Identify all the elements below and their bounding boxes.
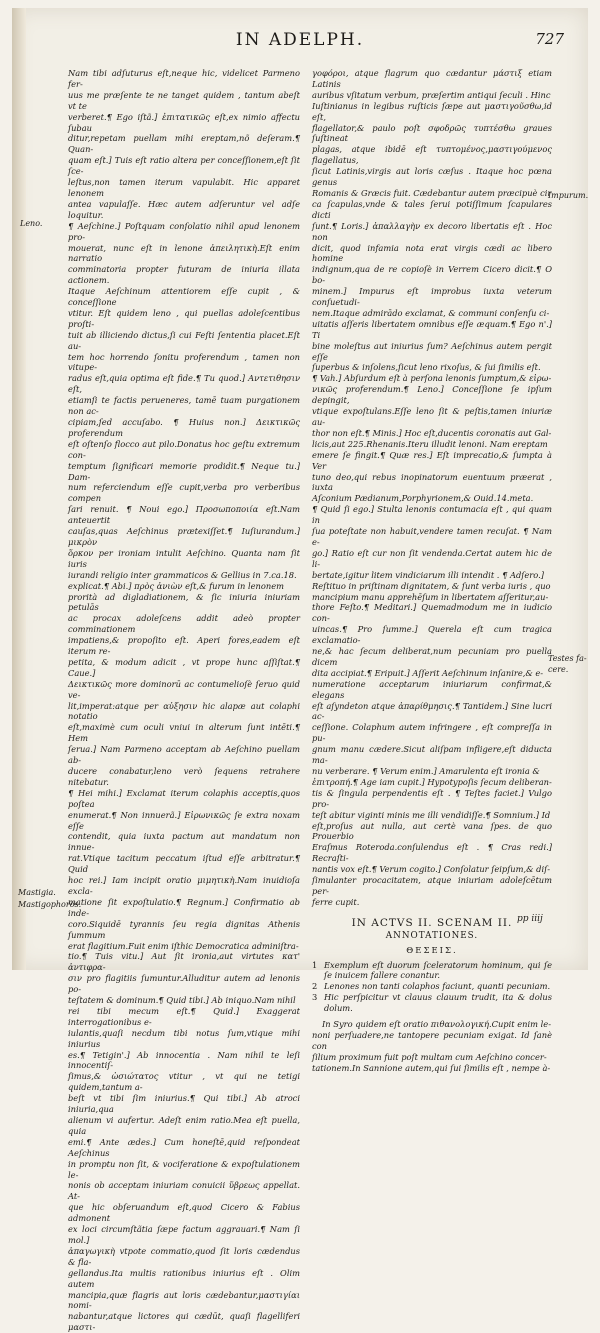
text-line: etiamſi te factis perueneres, tamē tuam purgationem non ac- <box>68 395 300 417</box>
text-line: gellandus.Ita multis rationibus iniurius eſt . Olim autem <box>68 1267 300 1289</box>
text-line: tuno deo,qui rebus inopinatorum euentuum præerat , iuxta <box>312 471 552 493</box>
text-line: temptum ſignificari memorie prodidit.¶ Neque tu.] Dam- <box>68 460 300 482</box>
text-line: ¶ Hei mihi.] Exclamat iterum colaphis acceptis,quos poſtea <box>68 787 300 809</box>
text-line: Itaque Aeſchinum attentiorem eſſe cupit , & conceſſione <box>68 286 300 308</box>
closing-paragraph <box>312 1019 552 1074</box>
margin-note-mastigia: Mastigia. <box>18 888 56 897</box>
text-line: nantis vox eſt.¶ Verum cogito.] Conſolatur ſeipſum,& diſ- <box>312 864 551 875</box>
text-line: ſari renuit. ¶ Noui ego.] Προσωποποιία eſt.Nam anteuertit <box>68 504 300 526</box>
running-head: IN ADELPH. <box>235 30 365 50</box>
text-line: ſunt.¶ Loris.] ἀπαλλαγὴν ex decoro libertatis eſt . Hoc non <box>312 220 552 242</box>
text-line: ſua poteſtate non habuit,vendere tamen recuſat. ¶ Nam e- <box>312 526 552 547</box>
text-line: uincas.¶ Pro ſumme.] Querela eſt cum tragica exclamatio- <box>312 624 552 646</box>
text-line: vtitur. Eſt quidem leno , qui puellas adoleſcentibus proſti- <box>68 307 300 329</box>
text-line: νικῶς proferendum.¶ Leno.] Conceſſione ſe ipſum depingit, <box>312 384 552 406</box>
text-line: Reſtituo in priſtinam dignitatem, & ſunt verba iuris , quo <box>312 580 551 591</box>
text-line: eſt,maximè cum oculi vniui in alterum ſunt intēti.¶ Hem <box>68 722 300 744</box>
left-column <box>68 68 300 1333</box>
text-line: ¶ Quid ſi ego.] Stulta lenonis contumacia eſt , qui quam in <box>312 504 552 526</box>
book-page <box>12 8 589 1333</box>
page-gutter <box>12 8 26 970</box>
text-line: leſtus,non tamen iterum vapulabit. Hic apparet lenonem <box>68 177 300 198</box>
text-line: vtique expoſtulans.Eſſe leno ſit & peſtis,tamen iniuriæ au- <box>312 406 552 427</box>
text-line: Aſconium Pædianum,Porphyrionem,& Ouid.14.meta. <box>312 493 534 504</box>
text-line: ſicut Latinis,virgis aut loris cæſus . Itaque hoc pœna genus <box>312 166 552 188</box>
text-line: verberet.¶ Ego iſtã.] ἐπιτατικῶς eſt,ex nimio affectu ſubau <box>68 111 300 133</box>
text-line: uus me præſente te ne tanget quidem , tantum abeſt vt te <box>68 89 300 111</box>
text-line: teſtatem & dominum.¶ Quid tibi.] Ab iniquo.Nam nihil <box>68 995 296 1006</box>
text-line: tio.¶ Tuis vitu.] Aut ſit ironia,aut virtutes κατ' ἀντιφρα- <box>68 951 300 973</box>
text-line: eſt,proſus aut nulla, aut certè vana ſpes. de quo Prouerbio <box>312 820 552 842</box>
text-line: ferre cupit. <box>312 896 360 907</box>
text-line: bertate,igitur litem vindiciarum illi intendit . ¶ Adſero.] <box>312 569 544 580</box>
thesis-item <box>312 960 552 982</box>
text-line: In Syro quidem eſt oratio πιθανολογική.Cupit enim le- <box>322 1019 552 1030</box>
right-column <box>312 68 552 1074</box>
text-line: mouerat, nunc eſt in lenone ἀπειλητικὴ.Eſt enim narratio <box>68 242 300 264</box>
text-line: impatiens,& propoſito eſt. Aperi fores,eadem eſt iterum re- <box>68 635 300 657</box>
text-line: Δεικτικῶς more dominorū ac contumelioſè ſeruo quid ve- <box>68 678 300 700</box>
text-line: auribus vſitatum verbum, præſertim antiqui ſeculi . Hinc <box>312 89 551 100</box>
text-line: beſt vt tibi ſim iniurius.¶ Qui tibi.] Ab atroci iniuria,qua <box>68 1093 300 1115</box>
text-line: ne,& hac ſecum deliberat,num pecuniam pro puella dicem <box>312 646 552 667</box>
text-line: Romanis & Græcis fuit. Cædebantur autem præcipuè cir <box>312 187 552 198</box>
thesis-number: 1 <box>312 959 318 970</box>
text-line: licis,aut 225.Rhenanis.Iteru illudit lenoni. Nam ereptam <box>312 438 548 449</box>
text-line: plagas, atque ibidē eſt τυπτομένος,μαστιγούμενος flagellatus, <box>312 144 552 166</box>
folio-number: 727 <box>535 30 564 48</box>
thesis-item <box>312 981 552 992</box>
text-line: explicat.¶ Abi.] πρὸς ἀνιὼν eſt,& furum in lenonem <box>68 580 284 591</box>
text-line: bine moleſtus aut iniurius ſum? Aeſchinus autem pergit eſſe <box>312 340 552 362</box>
text-line: gnum manu cædere.Sicut aliſpam infligere,eſt diducta ma- <box>312 744 552 766</box>
text-line: ſimus,& ὡσιώτατος vtitur , vt qui ne tetigi quidem,tantum a- <box>68 1071 300 1093</box>
text-line: ex loci circumſtãtia ſæpe factum aggrauari.¶ Nam ſi mol.] <box>68 1224 300 1245</box>
thesis-number: 2 <box>312 981 318 992</box>
text-line: que hic obſeruandum eſt,quod Cicero & Fabius admonent <box>68 1202 300 1224</box>
margin-note-leno: Leno. <box>20 219 43 228</box>
text-line: numeratione acceptarum iniuriarum confirmat,& elegans <box>312 678 552 700</box>
text-line: tis & ſingula perpendentis eſt . ¶ Teſtes faciet.] Vulgo pro- <box>312 787 552 809</box>
text-line: radus eſt,quia optima eſt fide.¶ Tu quod.] Αντετιθησιν eſt, <box>68 373 300 395</box>
text-line: ca ſcapulas,vnde & tales ſerui potiſſimum ſcapulares dicti <box>312 198 552 220</box>
text-line: mancipia,quæ flagris aut loris cædebantur,μαστιγίαι nomi- <box>68 1289 300 1311</box>
text-line: ἀπαγωγικὴ vtpote commatio,quod ſit loris cædendus & fla- <box>68 1245 300 1267</box>
margin-note-testes-cont: cere. <box>548 665 569 674</box>
margin-note-testes: Testes fa- <box>548 654 587 663</box>
text-line: ducere conabatur,leno verò ſequens retrahere nitebatur. <box>68 766 300 787</box>
text-line: ¶ Vah.] Abſurdum eſt à perſona lenonis ſumptum,& εἰρω- <box>312 373 552 384</box>
text-line: mancipium manu apprehēſum in libertatem aſſeritur,au- <box>312 591 549 602</box>
text-line: thore Feſto.¶ Meditari.] Quemadmodum me in iudicio con- <box>312 602 552 624</box>
text-line: tationem.In Sannione autem,qui ſui ſimilis eſt , nempe à- <box>312 1062 551 1073</box>
text-line: quam eſt.] Tuis eſt ratio altera per conceſſionem,eſt ſit ſce- <box>68 155 300 177</box>
text-line: coro.Siquidē tyrannis ſeu regia dignitas Athenis ſummum <box>68 918 300 940</box>
act-heading: IN ACTVS II. SCENAM II. <box>351 916 513 929</box>
margin-note-mastigophoros: Mastigophoros. <box>18 900 82 909</box>
text-line: petita, & modum adicit , vt prope hunc aſſiſtat.¶ Caue.] <box>68 656 300 678</box>
text-line: cipiam,ſed accuſabo. ¶ Huius non.] Δεικτικῶς proferendum <box>68 417 300 438</box>
text-line: ſerua.] Nam Parmeno acceptam ab Aeſchino puellam ab- <box>68 744 300 766</box>
text-line: teſt abitur viginti minis me illi vendidiſſe.¶ Somnium.] Id <box>312 809 551 820</box>
text-line: in promptu non ſit, & vociferatione & expoſtulationem le- <box>68 1158 300 1180</box>
text-line: tuit ab illiciendo dictus,ſi cui Feſti ſententia placet.Eſt au- <box>68 329 300 351</box>
text-line: minem.] Impurus eſt improbus iuxta veterum conſuetudi- <box>312 286 552 308</box>
text-line: contendit, quia iuxta pactum aut mandatum non innue- <box>68 831 300 853</box>
text-line: nu verberare. ¶ Verum enim.] Amarulenta eſt ironia & <box>312 766 540 776</box>
text-line: rei tibi mecum eſt.¶ Quid.] Exaggerat interrogationibus e- <box>68 1005 300 1027</box>
theses-list <box>312 960 552 1015</box>
text-line: hoc rei.] Iam incipit oratio μιμητικὴ.Nam inuidioſa excla- <box>68 875 300 896</box>
signature-mark: pp iiij <box>517 914 543 924</box>
text-line: dicit, quod infamia nota erat virgis cædi ac libero homine <box>312 242 552 264</box>
text-line: dita accipiat.¶ Eripuit.] Aſſerit Aeſchinum inſanire,& e- <box>312 667 544 678</box>
thesis-item <box>312 992 552 1014</box>
thesis-text: Hic perſpicitur vt clauus clauum trudit, ita & dolus dolum. <box>324 992 552 1014</box>
text-line: ¶ Aeſchine.] Poſtquam conſolatio nihil apud lenonem pro- <box>68 220 300 242</box>
text-line: noni perſuadere,ne tantopere pecuniam exigat. Id ſanè con <box>312 1029 552 1051</box>
text-line: nonis ob acceptam iniuriam conuicii ὕβρεως appellat. At- <box>68 1180 300 1202</box>
text-line: alienum vi aufertur. Adeſt enim ratio.Mea eſt puella, quia <box>68 1115 300 1136</box>
text-line: tem hoc horrendo ſonitu proferendum , tamen non vitupe- <box>68 351 300 373</box>
text-line: ceſſione. Colaphum autem infringere , eſt compreſſa in pu- <box>312 722 552 744</box>
text-line: cauſas,quas Aeſchinus prætexiſſet.¶ Iuſiurandum.] μικρὸν <box>68 526 300 547</box>
text-line: es.¶ Tetigin'.] Ab innocentia . Nam nihil te leſi innocentiſ- <box>68 1049 300 1071</box>
margin-note-impurum: Impurum. <box>548 191 589 200</box>
text-line: emi.¶ Ante ædes.] Cum honeſtē,quid reſpondeat Aeſchinus <box>68 1136 300 1158</box>
text-line: matione ſit expoſtulatio.¶ Regnum.] Confirmatio ab inde- <box>68 896 300 918</box>
text-line: σιν pro flagitiis ſumuntur.Alluditur autem ad lenonis po- <box>68 973 300 995</box>
text-line: num referciendum eſſe cupit,verba pro verberibus compen <box>68 482 300 504</box>
text-line: nabantur,atque lictores qui cædūt, quaſi flagelliferi μαστι- <box>68 1311 300 1333</box>
thesis-number: 3 <box>312 992 318 1003</box>
text-line: Iuſtinianus in legibus ruſticis ſæpe aut μαστιγοῦσθω,id eſt, <box>312 100 552 122</box>
text-line: eſt aſyndeton atque ἀπαρίθμησις.¶ Tantidem.] Sine lucri ac- <box>312 700 552 722</box>
right-column-commentary <box>312 68 552 908</box>
text-line: Eraſmus Roteroda.conſulendus eſt . ¶ Cras redi.] Recraſti- <box>312 842 552 864</box>
text-line: prorità ad digladiationem, & ſic iniuria iniuriam petulās <box>68 591 300 613</box>
text-line: ac procax adoleſcens addit adeò propter comminationem <box>68 613 300 635</box>
text-line: enumerat.¶ Non innuerã.] Εἰρωνικῶς ſe extra noxam eſſe <box>68 809 300 831</box>
text-line: lit,imperat:atque per αὐξησιν hic alapæ aut colaphi notatio <box>68 700 300 722</box>
text-line: iulantis,quaſi necdum tibi notus ſum,vtique mihi iniurius <box>68 1027 300 1049</box>
text-line: iurandi religio inter grammaticos & Gellius in 7.ca.18. <box>68 569 297 580</box>
text-line: eſt oſtenſo flocco aut pilo.Donatus hoc geſtu extremum con- <box>68 438 300 460</box>
text-line: indignum,qua de re copioſè in Verrem Cicero dicit.¶ O bo- <box>312 264 552 286</box>
text-line: rat.Vtique tacitum peccatum iſtud eſſe arbitratur.¶ Quid <box>68 853 300 875</box>
text-line: emere ſe fingit.¶ Quæ res.] Eſt imprecatio,& ſumpta à Ver <box>312 449 552 471</box>
text-line: antea vapulaſſe. Hæc autem adſeruntur vel adſe loquitur. <box>68 198 300 220</box>
text-line: comminatoria propter futuram de iniuria illata actionem. <box>68 264 300 286</box>
text-line: ὅρκον per ironiam intulit Aeſchino. Quanta nam ſit iuris <box>68 547 300 569</box>
text-line: ſimulanter procacitatem, atque iniuriam adoleſcētum per- <box>312 875 552 896</box>
text-line: flagellator,& paulo poſt σφοδρῶς τυπτέσθω graues ſuſtineat <box>312 122 552 144</box>
text-line: go.] Ratio eſt cur non ſit vendenda.Certat autem hic de li- <box>312 547 552 569</box>
theses-heading: ΘΕΣΕΙΣ. <box>406 945 458 956</box>
text-line: erat flagitium.Fuit enim iſthic Democratica adminiſtra- <box>68 940 299 951</box>
text-line: nem.Itaque admirādo exclamat, & communi conſenſu ci- <box>312 307 550 318</box>
text-line: ſuperbus & inſolens,ſicut leno rixoſus, & ſui ſimilis eſt. <box>312 362 541 373</box>
text-line: ſilium proximum fuit poſt multam cum Aeſchino concer- <box>312 1051 547 1062</box>
text-line: ἐπιτροπή.¶ Age iam cupit.] Hypotypoſis ſecum deliberan- <box>312 776 552 787</box>
thesis-text: Lenones non tanti colaphos faciunt, quanti pecuniam. <box>324 981 551 992</box>
text-line: Nam tibi adſuturus eſt,neque hic, videlicet Parmeno fer- <box>68 68 300 89</box>
annotations-heading: ANNOTATIONES. <box>385 930 479 941</box>
text-line: γοφόροι, atque flagrum quo cædantur μάστιξ etiam Latinis <box>312 68 552 89</box>
text-line: uitatis aſſeris libertatem omnibus eſſe æquam.¶ Ego n'.] Ti <box>312 318 552 340</box>
text-line: ditur,repetam puellam mihi ereptam,nõ deſeram.¶ Quan- <box>68 133 300 155</box>
thesis-text: Exemplum eſt duorum ſceleratorum hominum, qui ſe ſe inuicem fallere conantur. <box>324 959 552 981</box>
text-line: thor non eſt.¶ Minis.] Hoc eſt,ducentis coronatis aut Gal- <box>312 427 552 438</box>
